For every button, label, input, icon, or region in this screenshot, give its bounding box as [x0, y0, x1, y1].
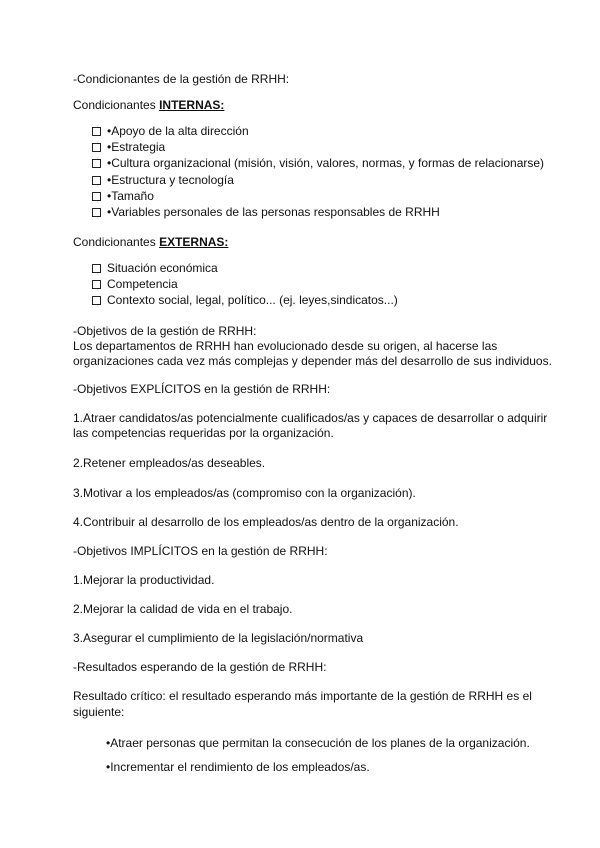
internas-item: [92, 156, 544, 171]
internas-item-text: •Cultura organizacional (misión, visión, valores, normas, y formas de relacionarse): [107, 156, 545, 170]
checkbox-icon: [92, 264, 101, 273]
internas-item: [92, 173, 234, 188]
externas-item: [92, 277, 178, 292]
checkbox-icon: [92, 208, 101, 217]
checkbox-icon: [92, 176, 101, 185]
explicitos-item-2: 2.Retener empleados/as deseables.: [73, 456, 266, 470]
heading-condicionantes: -Condicionantes de la gestión de RRHH:: [73, 72, 290, 86]
externas-item-text: Competencia: [107, 277, 178, 291]
internas-item-text: •Estrategia: [107, 140, 166, 154]
objetivos-heading: -Objetivos de la gestión de RRHH:: [73, 324, 257, 338]
implicitos-heading: -Objetivos IMPLÍCITOS en la gestión de RRHH:: [73, 544, 328, 558]
checkbox-icon: [92, 143, 101, 152]
objetivos-paragraph-line: organizaciones cada vez más complejas y depender más del desarrollo de sus individuos.: [73, 354, 552, 368]
checkbox-icon: [92, 296, 101, 305]
internas-item: [92, 189, 154, 204]
externas-item-text: Contexto social, legal, político... (ej. leyes,sindicatos...): [107, 293, 398, 307]
implicitos-item-2: 2.Mejorar la calidad de vida en el trabajo.: [73, 602, 293, 616]
objetivos-paragraph-line: Los departamentos de RRHH han evolucionado desde su origen, al hacerse las: [73, 339, 498, 353]
internas-item: [92, 205, 440, 220]
explicitos-item-1: 1.Atraer candidatos/as potencialmente cualificados/as y capaces de desarrollar o adquirir: [73, 411, 548, 425]
internas-item-text: •Variables personales de las personas responsables de RRHH: [107, 205, 440, 219]
checkbox-icon: [92, 192, 101, 201]
internas-emphasis: INTERNAS:: [159, 98, 225, 112]
externas-item: [92, 293, 398, 308]
heading-externas: [73, 235, 228, 250]
internas-item: [92, 140, 165, 155]
explicitos-item-4: 4.Contribuir al desarrollo de los empleados/as dentro de la organización.: [73, 515, 459, 529]
heading-internas: [73, 98, 224, 113]
checkbox-icon: [92, 159, 101, 168]
internas-item-text: •Tamaño: [107, 189, 154, 203]
externas-emphasis: EXTERNAS:: [159, 235, 229, 249]
internas-item: [92, 124, 249, 139]
resultado-critico-line: siguiente:: [73, 705, 125, 719]
resultado-item: •Incrementar el rendimiento de los empleados/as.: [106, 760, 370, 774]
internas-label: Condicionantes: [73, 98, 160, 112]
resultado-item: •Atraer personas que permitan la consecución de los planes de la organización.: [106, 736, 530, 750]
externas-item: [92, 261, 218, 276]
internas-item-text: •Apoyo de la alta dirección: [107, 124, 249, 138]
implicitos-item-1: 1.Mejorar la productividad.: [73, 573, 215, 587]
implicitos-item-3: 3.Asegurar el cumplimiento de la legislación/normativa: [73, 631, 364, 645]
explicitos-item-3: 3.Motivar a los empleados/as (compromiso con la organización).: [73, 486, 416, 500]
explicitos-heading: -Objetivos EXPLÍCITOS en la gestión de RRHH:: [73, 382, 331, 396]
resultados-heading: -Resultados esperando de la gestión de RRHH:: [73, 660, 327, 674]
externas-label: Condicionantes: [73, 235, 160, 249]
checkbox-icon: [92, 127, 101, 136]
internas-item-text: •Estructura y tecnología: [107, 173, 234, 187]
checkbox-icon: [92, 280, 101, 289]
explicitos-item-1-cont: las competencias requeridas por la organización.: [73, 426, 334, 440]
externas-item-text: Situación económica: [107, 261, 218, 275]
resultado-critico-line: Resultado crítico: el resultado esperando más importante de la gestión de RRHH es el: [73, 689, 532, 703]
